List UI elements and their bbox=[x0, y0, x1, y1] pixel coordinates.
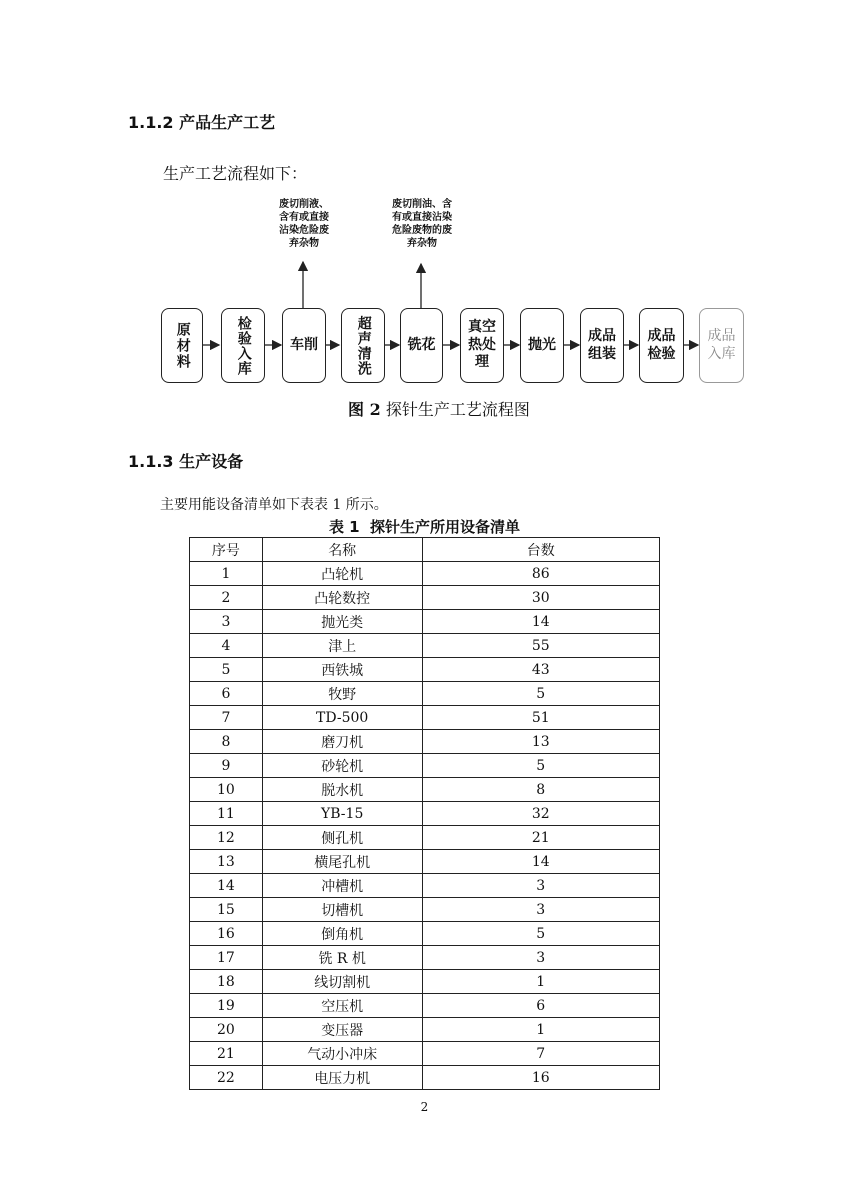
cell-count: 5 bbox=[422, 922, 659, 946]
table-row bbox=[190, 922, 660, 946]
cell-name: 铣 R 机 bbox=[262, 946, 422, 970]
waste-note-line: 危险废物的废 bbox=[392, 225, 452, 236]
cell-count: 8 bbox=[422, 778, 659, 802]
cell-count: 5 bbox=[422, 754, 659, 778]
cell-name: 侧孔机 bbox=[262, 826, 422, 850]
cell-count: 3 bbox=[422, 898, 659, 922]
table-row bbox=[190, 1018, 660, 1042]
flow-step-label: 铣花 bbox=[407, 336, 436, 353]
cell-name: 空压机 bbox=[262, 994, 422, 1018]
cell-count: 14 bbox=[422, 610, 659, 634]
cell-name: 倒角机 bbox=[262, 922, 422, 946]
table-row bbox=[190, 1066, 660, 1090]
figure-title: 探针生产工艺流程图 bbox=[385, 400, 530, 419]
cell-index: 21 bbox=[190, 1042, 263, 1066]
flow-step-label: 成品入库 bbox=[707, 328, 736, 362]
flow-step-product-storage bbox=[699, 308, 744, 383]
cell-name: 冲槽机 bbox=[262, 874, 422, 898]
cell-name: 横尾孔机 bbox=[262, 850, 422, 874]
table-row bbox=[190, 730, 660, 754]
flow-step-label: 车削 bbox=[290, 336, 318, 353]
section-number: 1.1.2 bbox=[128, 113, 174, 132]
cell-count: 1 bbox=[422, 970, 659, 994]
cell-name: 变压器 bbox=[262, 1018, 422, 1042]
cell-index: 6 bbox=[190, 682, 263, 706]
flow-step-label: 抛光 bbox=[528, 336, 556, 353]
waste-note-line: 有或直接沾染 bbox=[392, 212, 452, 223]
equipment-table bbox=[189, 537, 660, 1090]
flow-step-raw-material bbox=[161, 308, 203, 383]
waste-note-line: 弃杂物 bbox=[407, 238, 437, 249]
flow-step-label: 原材料 bbox=[174, 321, 191, 370]
waste-note-line: 沾染危险废 bbox=[279, 225, 329, 236]
table-row bbox=[190, 1042, 660, 1066]
flow-step-ultrasonic-cleaning bbox=[341, 308, 385, 383]
flow-step-label: 成品组装 bbox=[588, 328, 616, 362]
cell-count: 16 bbox=[422, 1066, 659, 1090]
process-intro-text: 生产工艺流程如下： bbox=[163, 164, 308, 183]
cell-count: 3 bbox=[422, 946, 659, 970]
waste-note-line: 废切削油、含 bbox=[392, 199, 452, 210]
table-row bbox=[190, 946, 660, 970]
table-row bbox=[190, 754, 660, 778]
cell-name: 牧野 bbox=[262, 682, 422, 706]
cell-count: 13 bbox=[422, 730, 659, 754]
table-row bbox=[190, 586, 660, 610]
cell-index: 17 bbox=[190, 946, 263, 970]
cell-index: 22 bbox=[190, 1066, 263, 1090]
table-row bbox=[190, 802, 660, 826]
cell-name: 抛光类 bbox=[262, 610, 422, 634]
cell-index: 7 bbox=[190, 706, 263, 730]
waste-note-1 bbox=[274, 198, 334, 250]
cell-name: 脱水机 bbox=[262, 778, 422, 802]
cell-name: 凸轮机 bbox=[262, 562, 422, 586]
waste-note-line: 弃杂物 bbox=[289, 238, 319, 249]
section-title: 生产设备 bbox=[179, 452, 244, 471]
flow-step-milling bbox=[400, 308, 443, 383]
page-number: 2 bbox=[420, 1100, 429, 1114]
cell-count: 21 bbox=[422, 826, 659, 850]
cell-index: 4 bbox=[190, 634, 263, 658]
cell-index: 19 bbox=[190, 994, 263, 1018]
cell-index: 16 bbox=[190, 922, 263, 946]
cell-count: 14 bbox=[422, 850, 659, 874]
cell-name: YB-15 bbox=[262, 802, 422, 826]
cell-count: 7 bbox=[422, 1042, 659, 1066]
cell-name: 切槽机 bbox=[262, 898, 422, 922]
cell-index: 13 bbox=[190, 850, 263, 874]
header-index: 序号 bbox=[190, 538, 263, 562]
cell-count: 5 bbox=[422, 682, 659, 706]
cell-count: 43 bbox=[422, 658, 659, 682]
equipment-intro-text: 主要用能设备清单如下表表 1 所示。 bbox=[160, 497, 388, 513]
table-row bbox=[190, 610, 660, 634]
cell-name: 凸轮数控 bbox=[262, 586, 422, 610]
table-row bbox=[190, 994, 660, 1018]
table-row bbox=[190, 826, 660, 850]
table-row bbox=[190, 658, 660, 682]
cell-index: 14 bbox=[190, 874, 263, 898]
section-title: 产品生产工艺 bbox=[179, 113, 276, 132]
figure-label: 图 2 bbox=[348, 400, 381, 419]
table-row bbox=[190, 898, 660, 922]
flow-step-label: 检验入库 bbox=[235, 315, 252, 376]
flow-step-vacuum-heat-treatment bbox=[460, 308, 504, 383]
cell-name: 西铁城 bbox=[262, 658, 422, 682]
cell-index: 15 bbox=[190, 898, 263, 922]
cell-index: 10 bbox=[190, 778, 263, 802]
flow-step-label: 成品检验 bbox=[647, 328, 676, 362]
cell-count: 86 bbox=[422, 562, 659, 586]
cell-index: 2 bbox=[190, 586, 263, 610]
table-row bbox=[190, 562, 660, 586]
table-header-row bbox=[190, 538, 660, 562]
cell-index: 18 bbox=[190, 970, 263, 994]
waste-note-line: 含有或直接 bbox=[279, 212, 329, 223]
waste-note-line: 废切削液、 bbox=[279, 199, 329, 210]
section-number: 1.1.3 bbox=[128, 452, 174, 471]
table-row bbox=[190, 850, 660, 874]
cell-name: 气动小冲床 bbox=[262, 1042, 422, 1066]
header-name: 名称 bbox=[262, 538, 422, 562]
flow-step-label: 真空热处理 bbox=[468, 319, 496, 371]
flow-step-inspection-storage bbox=[221, 308, 265, 383]
cell-name: TD-500 bbox=[262, 706, 422, 730]
cell-index: 20 bbox=[190, 1018, 263, 1042]
cell-index: 12 bbox=[190, 826, 263, 850]
cell-count: 3 bbox=[422, 874, 659, 898]
flow-step-final-inspection bbox=[639, 308, 684, 383]
flow-step-turning bbox=[282, 308, 326, 383]
figure-caption bbox=[348, 397, 530, 420]
cell-index: 1 bbox=[190, 562, 263, 586]
table-row bbox=[190, 634, 660, 658]
cell-count: 55 bbox=[422, 634, 659, 658]
flow-step-label: 超声清洗 bbox=[355, 315, 372, 376]
table-row bbox=[190, 706, 660, 730]
section-heading-1-1-3 bbox=[128, 449, 243, 472]
cell-name: 津上 bbox=[262, 634, 422, 658]
cell-count: 32 bbox=[422, 802, 659, 826]
table-row bbox=[190, 874, 660, 898]
cell-index: 3 bbox=[190, 610, 263, 634]
cell-name: 砂轮机 bbox=[262, 754, 422, 778]
cell-name: 线切割机 bbox=[262, 970, 422, 994]
cell-count: 51 bbox=[422, 706, 659, 730]
cell-index: 8 bbox=[190, 730, 263, 754]
header-count: 台数 bbox=[422, 538, 659, 562]
cell-index: 9 bbox=[190, 754, 263, 778]
flow-step-assembly bbox=[580, 308, 624, 383]
cell-name: 磨刀机 bbox=[262, 730, 422, 754]
cell-index: 5 bbox=[190, 658, 263, 682]
cell-name: 电压力机 bbox=[262, 1066, 422, 1090]
table-caption: 表 1 探针生产所用设备清单 bbox=[328, 518, 521, 536]
table-row bbox=[190, 682, 660, 706]
cell-index: 11 bbox=[190, 802, 263, 826]
waste-note-2 bbox=[385, 198, 459, 250]
cell-count: 30 bbox=[422, 586, 659, 610]
cell-count: 1 bbox=[422, 1018, 659, 1042]
table-row bbox=[190, 778, 660, 802]
table-row bbox=[190, 970, 660, 994]
cell-count: 6 bbox=[422, 994, 659, 1018]
flow-step-polishing bbox=[520, 308, 564, 383]
